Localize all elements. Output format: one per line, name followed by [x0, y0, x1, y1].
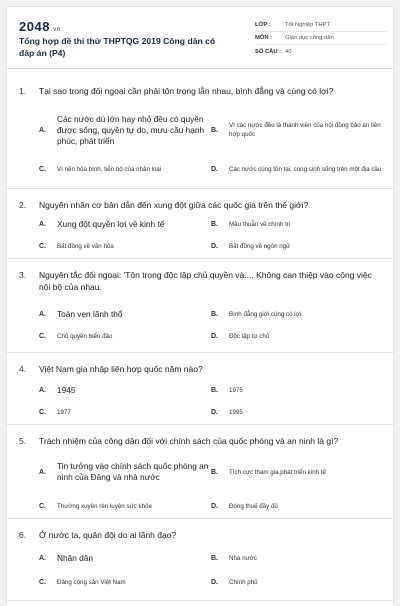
option-text: Tích cực tham gia phát triển kinh tế — [229, 468, 326, 476]
question-text: Nguyên nhân cơ bản dẫn đến xung đột giữa các quốc gia trên thế giới? — [39, 200, 309, 210]
option-letter: D. — [211, 332, 218, 340]
option-d[interactable] — [211, 329, 383, 343]
question-number: 1. — [19, 86, 27, 96]
option-letter: B. — [211, 554, 218, 562]
option-text: Vì các nước đều là thành viên của hội đồng bảo an liên hợp quốc — [229, 122, 381, 138]
option-text: Xung đột quyền lợi về kinh tế — [57, 218, 165, 229]
option-c[interactable] — [39, 159, 209, 179]
option-text: Độc lập tự chủ — [229, 332, 270, 340]
question-5 — [7, 425, 394, 519]
option-letter: C. — [39, 408, 46, 416]
option-letter: C. — [39, 502, 46, 510]
logo-suffix: .vn — [50, 27, 61, 33]
question-text: Việt Nam gia nhập liên hợp quốc năm nào? — [39, 364, 203, 374]
option-letter: B. — [211, 468, 218, 476]
option-text: Toàn vẹn lãnh thổ — [57, 308, 123, 319]
option-b[interactable] — [211, 465, 383, 479]
option-a[interactable] — [39, 383, 209, 397]
option-b[interactable] — [211, 115, 383, 145]
option-d[interactable] — [211, 155, 383, 183]
option-text: Bất đồng về ngôn ngữ — [229, 242, 291, 250]
question-1 — [7, 71, 394, 189]
option-letter: B. — [211, 310, 218, 318]
option-letter: A. — [39, 554, 46, 562]
option-text: Đóng thuế đầy đủ — [229, 502, 278, 510]
option-b[interactable] — [211, 307, 383, 321]
meta-value: Giáo dục công dân — [285, 35, 334, 41]
option-a[interactable] — [39, 307, 209, 321]
option-text: Các nước cùng tồn tại, cùng sinh sống trên một địa cầu — [229, 165, 382, 173]
meta-value: 40 — [285, 48, 292, 55]
option-d[interactable] — [211, 239, 383, 253]
option-text: Thường xuyên rèn luyện sức khỏe — [57, 502, 152, 510]
option-b[interactable] — [211, 217, 383, 231]
option-text: Mâu thuẫn về chính trị — [229, 220, 291, 228]
option-text: 1945 — [57, 384, 76, 395]
option-letter: A. — [39, 310, 46, 318]
option-letter: D. — [211, 578, 218, 586]
option-text: Các nước dù lớn hay nhỏ đều có quyền được sống, quyền tự do, mưu cầu hạnh phúc, phát triển — [57, 113, 205, 146]
logo-text: 2048 — [19, 19, 50, 34]
question-stem — [19, 529, 379, 541]
exam-header — [7, 7, 393, 69]
option-letter: D. — [211, 242, 218, 250]
question-text: Tại sao trong đối ngoại cần phải tôn trọng lẫn nhau, bình đẳng và cùng có lợi? — [39, 86, 334, 96]
option-text: Bất đồng về văn hóa — [57, 242, 114, 250]
option-d[interactable] — [211, 575, 383, 589]
option-letter: B. — [211, 126, 218, 134]
option-a[interactable] — [39, 455, 209, 489]
option-c[interactable] — [39, 405, 209, 419]
question-text: Trách nhiệm của công dân đối với chính sách của quốc phòng và an ninh là gì? — [39, 436, 339, 446]
question-number: 4. — [19, 364, 27, 374]
option-letter: A. — [39, 220, 46, 228]
question-stem — [19, 199, 379, 211]
option-text: Nhân dân — [57, 552, 93, 563]
question-stem — [19, 363, 379, 375]
option-text: 1975 — [229, 386, 243, 394]
option-letter: D. — [211, 165, 218, 173]
option-letter: D. — [211, 408, 218, 416]
question-stem — [19, 85, 379, 97]
option-letter: C. — [39, 332, 46, 340]
meta-row-count — [255, 45, 387, 58]
meta-label: SỐ CÂU : — [255, 48, 282, 55]
question-number: 5. — [19, 436, 27, 446]
option-letter: B. — [211, 220, 218, 228]
option-letter: A. — [39, 126, 46, 134]
question-3 — [7, 259, 394, 353]
question-text: Ở nước ta, quân đội do ai lãnh đạo? — [39, 530, 177, 540]
question-number: 3. — [19, 270, 27, 280]
option-letter: A. — [39, 468, 46, 476]
question-number: 6. — [19, 530, 27, 540]
option-letter: C. — [39, 578, 46, 586]
question-4 — [7, 353, 394, 425]
option-text: Tin tưởng vào chính sách quốc phòng an ninh của Đảng và nhà nước — [57, 461, 209, 482]
option-text: Chính phủ — [229, 578, 258, 586]
option-text: Vì nền hòa bình, tiến bộ của nhân loại — [57, 165, 162, 173]
question-6 — [7, 519, 394, 601]
question-stem — [19, 435, 379, 447]
option-text: 1995 — [229, 408, 243, 416]
option-letter: D. — [211, 502, 218, 510]
exam-sheet — [6, 6, 394, 606]
option-c[interactable] — [39, 575, 209, 589]
option-text: Đảng cộng sản Việt Nam — [57, 578, 126, 586]
meta-row-subject — [255, 32, 387, 45]
option-text: Bình đẳng giới cùng có lợi — [229, 310, 302, 318]
option-text: Nhà nước — [229, 554, 257, 562]
question-2 — [7, 189, 394, 259]
option-letter: A. — [39, 386, 46, 394]
option-letter: C. — [39, 242, 46, 250]
option-d[interactable] — [211, 405, 383, 419]
option-letter: C. — [39, 165, 46, 173]
option-b[interactable] — [211, 551, 383, 565]
option-a[interactable] — [39, 217, 209, 231]
meta-label: LỚP : — [255, 22, 271, 28]
meta-label: MÔN : — [255, 35, 273, 41]
question-stem — [19, 269, 379, 293]
option-a[interactable] — [39, 551, 209, 565]
option-c[interactable] — [39, 499, 209, 513]
option-a[interactable] — [39, 109, 209, 151]
option-text: 1977 — [57, 408, 71, 416]
option-letter: B. — [211, 386, 218, 394]
question-text: Nguyên tắc đối ngoại: 'Tôn trọng độc lập chủ quyền và.... Không can thiệp vào công việc nội bộ của nhau. — [39, 270, 372, 292]
question-number: 2. — [19, 200, 27, 210]
option-c[interactable] — [39, 329, 209, 343]
exam-title: Tổng hợp đề thi thử THPTQG 2019 Công dân có đáp án (P4) — [19, 36, 216, 58]
option-text: Chủ quyền biển đảo — [57, 332, 113, 340]
meta-value: Tốt Nghiệp THPT — [285, 22, 330, 28]
site-logo[interactable] — [19, 19, 60, 34]
meta-row-class — [255, 19, 387, 32]
option-d[interactable] — [211, 499, 383, 513]
option-c[interactable] — [39, 239, 209, 253]
exam-meta — [255, 19, 387, 58]
option-b[interactable] — [211, 383, 383, 397]
